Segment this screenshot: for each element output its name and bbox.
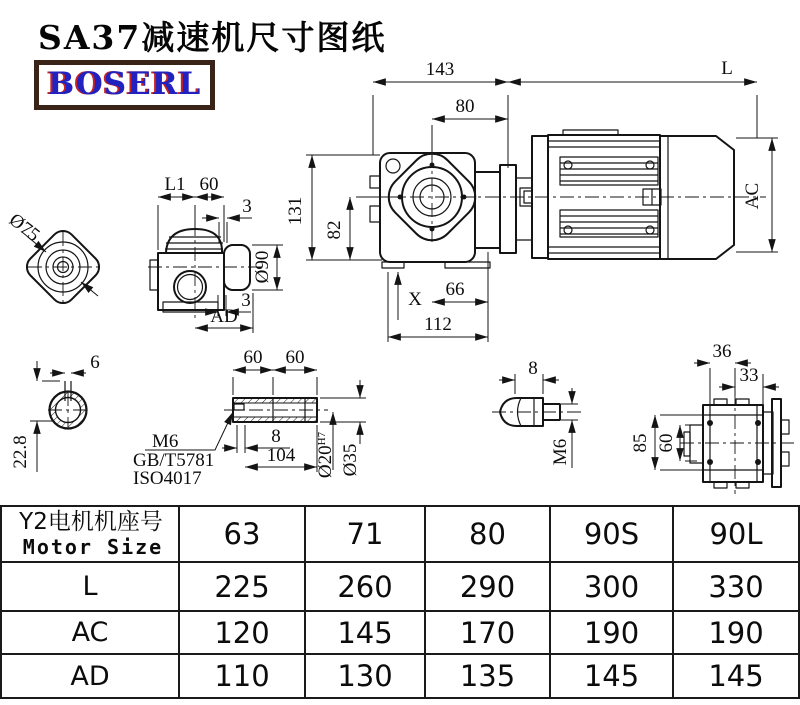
cell: 300 — [550, 562, 673, 611]
dim-143: 143 — [425, 59, 455, 80]
label-iso: ISO4017 — [133, 468, 202, 489]
col-header: 80 — [425, 506, 550, 562]
boserl-logo-text: BOSERL — [48, 66, 202, 102]
dim-75: Ø75 — [4, 209, 44, 247]
table-row-L — [1, 562, 799, 611]
dim-60a: 60 — [243, 347, 263, 368]
row-label: AD — [1, 654, 179, 698]
dim-60-rear: 60 — [656, 433, 677, 453]
table-header-row — [1, 506, 799, 562]
dim-22-8: 22.8 — [10, 435, 31, 469]
dim-8-shaft: 8 — [271, 426, 281, 447]
top-view — [148, 174, 283, 333]
dim-85: 85 — [630, 433, 651, 453]
dim-33: 33 — [739, 365, 759, 386]
cell: 145 — [550, 654, 673, 698]
dim-AC: AC — [742, 182, 763, 210]
dim-m6-bolt: M6 — [550, 438, 571, 466]
cell: 145 — [673, 654, 799, 698]
dim-X: X — [408, 289, 422, 310]
dim-104: 104 — [266, 445, 296, 466]
motor-size-label-cn: Y2电机机座号 — [19, 509, 163, 535]
motor-size-header — [1, 506, 179, 562]
dimension-table — [0, 505, 800, 699]
dim-35: Ø35 — [340, 443, 361, 477]
dim-AD: AD — [210, 306, 238, 327]
cell: 190 — [550, 611, 673, 654]
table-row-AC — [1, 611, 799, 654]
cell: 225 — [179, 562, 305, 611]
cell: 170 — [425, 611, 550, 654]
rear-view — [630, 341, 795, 494]
dim-3b: 3 — [241, 290, 251, 311]
dim-90: Ø90 — [252, 250, 273, 284]
dim-L: L — [721, 58, 733, 79]
bolt-view — [492, 358, 582, 468]
row-label: AC — [1, 611, 179, 654]
dim-131: 131 — [285, 196, 306, 226]
cell: 330 — [673, 562, 799, 611]
hollow-shaft-view — [133, 347, 366, 489]
dim-60-top: 60 — [199, 174, 219, 195]
dim-6: 6 — [90, 352, 100, 373]
row-label: L — [1, 562, 179, 611]
dim-60b: 60 — [285, 347, 305, 368]
dim-82: 82 — [324, 220, 345, 240]
dim-66: 66 — [445, 279, 465, 300]
cell: 120 — [179, 611, 305, 654]
label-m6: M6 — [152, 431, 179, 452]
shaft-section-view — [10, 352, 100, 472]
cell: 190 — [673, 611, 799, 654]
col-header: 90L — [673, 506, 799, 562]
dim-L1: L1 — [164, 174, 186, 195]
flange-view — [5, 209, 104, 308]
col-header: 63 — [179, 506, 305, 562]
cell: 130 — [305, 654, 425, 698]
cell: 260 — [305, 562, 425, 611]
dim-80: 80 — [455, 96, 475, 117]
dim-36: 36 — [712, 341, 732, 362]
cell: 145 — [305, 611, 425, 654]
table-row-AD — [1, 654, 799, 698]
page-title: SA37减速机尺寸图纸 — [38, 18, 387, 57]
col-header: 71 — [305, 506, 425, 562]
dim-3a: 3 — [242, 196, 252, 217]
side-view — [285, 58, 778, 342]
dim-20h7: $Ø20^{H7}$ — [315, 431, 336, 479]
cell: 290 — [425, 562, 550, 611]
dim-112: 112 — [424, 314, 452, 335]
col-header: 90S — [550, 506, 673, 562]
cell: 110 — [179, 654, 305, 698]
label-gb: GB/T5781 — [133, 450, 215, 471]
dim-8-bolt: 8 — [528, 358, 538, 379]
motor-size-label-en: Motor Size — [22, 535, 164, 559]
cell: 135 — [425, 654, 550, 698]
